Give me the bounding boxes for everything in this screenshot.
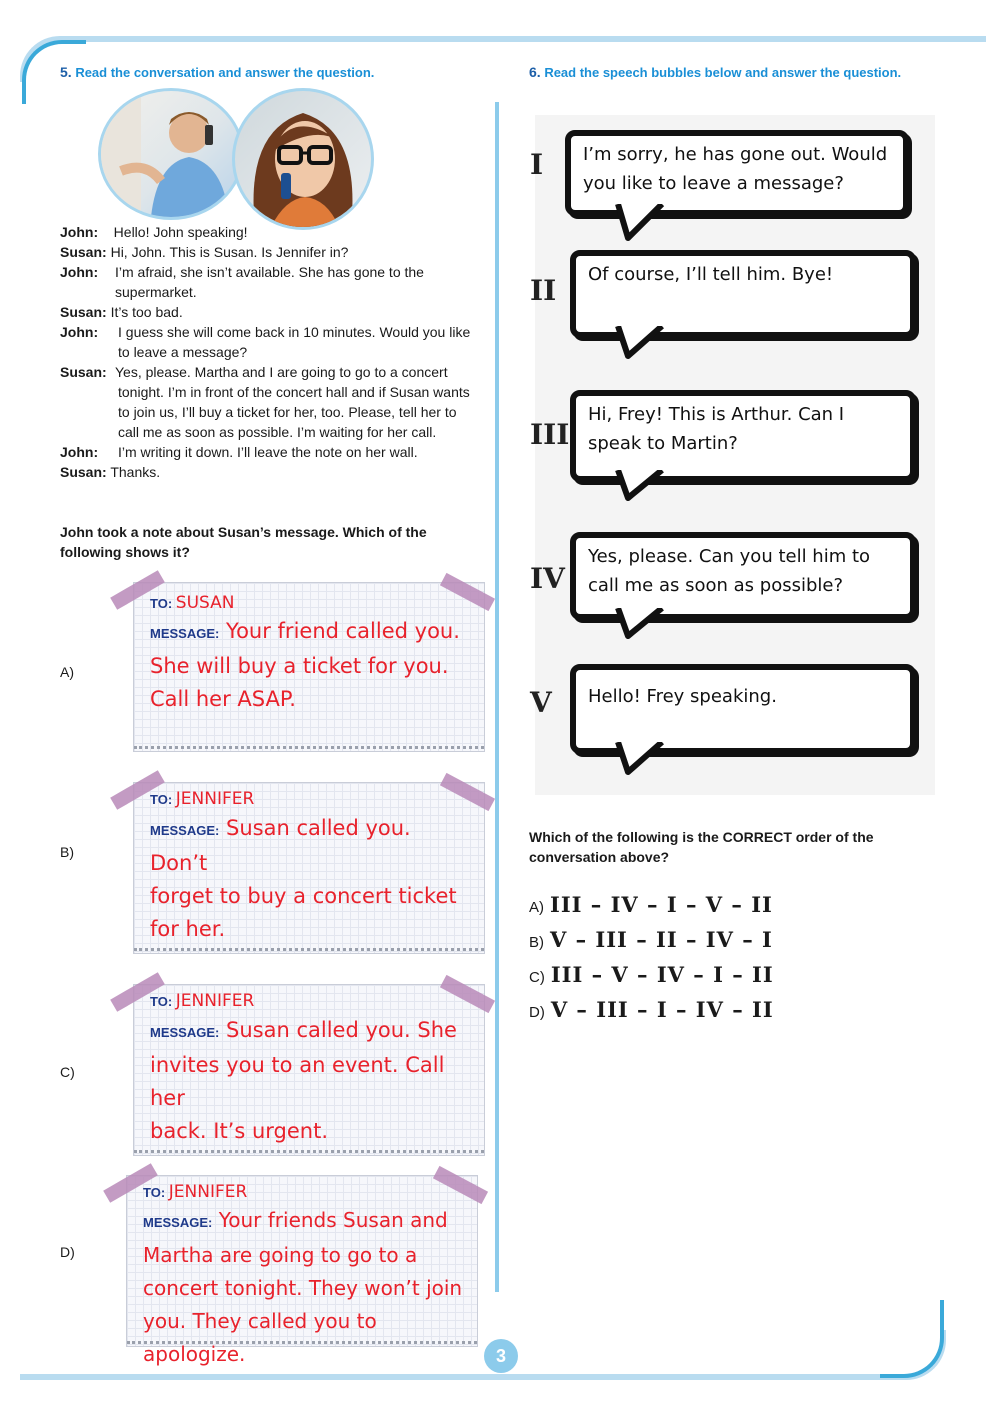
message-line: Susan called you. Don’t bbox=[150, 816, 411, 875]
bubble-text bbox=[588, 542, 900, 600]
line-text: Thanks. bbox=[110, 464, 161, 480]
bubble-tail-i bbox=[612, 204, 672, 244]
speech-bubble-iii bbox=[570, 390, 916, 482]
line-text: Yes, please. Martha and I are going to go to a concert tonight. I’m in front of the concert hall and if Susan wants to join us, I’ll buy a ticket for her, too. Please, tell her to call me as soon as possible. I’m waiting for her call. bbox=[115, 364, 470, 440]
message-label: MESSAGE: bbox=[150, 626, 220, 641]
line-text: Hello! John speaking! bbox=[113, 224, 248, 240]
message-line: back. It’s urgent. bbox=[150, 1119, 329, 1143]
note-perforation bbox=[134, 1146, 484, 1153]
roman-numeral-i: I bbox=[530, 148, 544, 181]
message-label: MESSAGE: bbox=[150, 823, 220, 838]
page-number: 3 bbox=[484, 1339, 518, 1373]
speaker: Susan: bbox=[60, 304, 107, 320]
dialogue-line bbox=[60, 462, 480, 482]
answer-sequence: V – III – I – IV – II bbox=[550, 997, 774, 1022]
roman-numeral-iii: III bbox=[530, 418, 570, 451]
line-text: I guess she will come back in 10 minutes. Would you like to leave a message? bbox=[118, 324, 471, 360]
line-text: It’s too bad. bbox=[110, 304, 183, 320]
answer-option-d[interactable] bbox=[529, 997, 774, 1022]
speaker: Susan: bbox=[60, 364, 107, 380]
note-message bbox=[150, 1014, 474, 1148]
message-label: MESSAGE: bbox=[150, 1025, 220, 1040]
message-line: for her. bbox=[150, 917, 226, 941]
to-label: TO: bbox=[150, 596, 173, 611]
option-d-note[interactable] bbox=[126, 1175, 478, 1366]
conversation bbox=[60, 222, 480, 482]
speaker: Susan: bbox=[60, 464, 107, 480]
note-perforation bbox=[134, 742, 484, 749]
bubble-line: Hello! Frey speaking. bbox=[588, 686, 777, 707]
speaker: John: bbox=[60, 324, 99, 340]
to-label: TO: bbox=[150, 994, 173, 1009]
bubble-text bbox=[588, 682, 900, 711]
bubble-line: call me as soon as possible? bbox=[588, 575, 844, 596]
note-perforation bbox=[127, 1337, 477, 1344]
message-line: Call her ASAP. bbox=[150, 687, 296, 711]
column-divider bbox=[495, 102, 499, 1292]
note-to bbox=[143, 1182, 247, 1202]
recipient: JENNIFER bbox=[175, 991, 255, 1011]
to-label: TO: bbox=[143, 1185, 166, 1200]
section-5-instruction: Read the conversation and answer the question. bbox=[75, 65, 375, 80]
note-to bbox=[150, 789, 254, 809]
speaker: John: bbox=[60, 264, 99, 280]
option-c-letter[interactable]: C) bbox=[60, 1064, 75, 1080]
answer-option-a[interactable] bbox=[529, 892, 773, 917]
answer-option-c[interactable] bbox=[529, 962, 774, 987]
note-message bbox=[150, 812, 474, 946]
message-line: forget to buy a concert ticket bbox=[150, 884, 457, 908]
line-text: Hi, John. This is Susan. Is Jennifer in? bbox=[110, 244, 349, 260]
bubble-line: you like to leave a message? bbox=[583, 173, 844, 194]
option-b-letter[interactable]: B) bbox=[60, 844, 74, 860]
bubble-tail-v bbox=[612, 742, 672, 778]
section-6-title bbox=[529, 64, 901, 80]
note-message bbox=[150, 615, 474, 716]
note-message bbox=[143, 1204, 467, 1371]
bubble-text bbox=[588, 400, 900, 458]
message-line: Martha are going to go to a bbox=[143, 1243, 418, 1267]
speech-bubble-iv bbox=[570, 532, 916, 620]
message-line: you. They called you to apologize. bbox=[143, 1309, 377, 1366]
option-a-note[interactable] bbox=[133, 582, 485, 752]
man-on-phone-illustration bbox=[101, 91, 241, 217]
bubble-line: Yes, please. Can you tell him to bbox=[588, 546, 871, 567]
bubble-line: I’m sorry, he has gone out. Would bbox=[583, 144, 888, 165]
section-6-instruction: Read the speech bubbles below and answer the question. bbox=[544, 65, 902, 80]
message-line: Susan called you. She bbox=[226, 1018, 457, 1042]
section-6-question: Which of the following is the CORRECT order of the conversation above? bbox=[529, 829, 874, 865]
dialogue-line bbox=[60, 442, 480, 462]
recipient: JENNIFER bbox=[175, 789, 255, 809]
section-5-title bbox=[60, 64, 374, 80]
dialogue-line bbox=[60, 362, 480, 442]
option-c-note[interactable] bbox=[133, 984, 485, 1156]
answer-letter: D) bbox=[529, 1004, 545, 1021]
speaker: Susan: bbox=[60, 244, 107, 260]
to-label: TO: bbox=[150, 792, 173, 807]
option-a-letter[interactable]: A) bbox=[60, 664, 74, 680]
answer-letter: A) bbox=[529, 899, 544, 916]
section-5-question: John took a note about Susan’s message. Which of the following shows it? bbox=[60, 524, 427, 560]
message-line: She will buy a ticket for you. bbox=[150, 654, 449, 678]
recipient: SUSAN bbox=[175, 593, 235, 613]
answer-option-b[interactable] bbox=[529, 927, 773, 952]
woman-on-phone-illustration bbox=[235, 91, 371, 227]
note-perforation bbox=[134, 944, 484, 951]
answer-letter: C) bbox=[529, 969, 545, 986]
message-label: MESSAGE: bbox=[143, 1215, 213, 1230]
option-b-note[interactable] bbox=[133, 782, 485, 954]
bubble-line: Hi, Frey! This is Arthur. Can I bbox=[588, 404, 845, 425]
recipient: JENNIFER bbox=[168, 1182, 248, 1202]
bubble-text bbox=[588, 260, 900, 289]
answer-letter: B) bbox=[529, 934, 544, 951]
susan-photo bbox=[232, 88, 374, 230]
roman-numeral-iv: IV bbox=[530, 562, 565, 595]
message-line: Your friend called you. bbox=[226, 619, 460, 643]
speaker: John: bbox=[60, 224, 99, 240]
speech-bubble-ii bbox=[570, 250, 916, 338]
bubble-tail-iii bbox=[612, 470, 672, 504]
bubble-text bbox=[583, 140, 893, 198]
dialogue-line bbox=[60, 262, 480, 302]
section-5-number: 5. bbox=[60, 64, 72, 80]
dialogue-line bbox=[60, 322, 480, 362]
answer-sequence: III – V – IV – I – II bbox=[550, 962, 774, 987]
bubble-line: speak to Martin? bbox=[588, 433, 738, 454]
note-to bbox=[150, 593, 234, 613]
section-6-number: 6. bbox=[529, 64, 541, 80]
option-d-letter[interactable]: D) bbox=[60, 1244, 75, 1260]
bubble-tail-ii bbox=[612, 326, 672, 362]
line-text: I’m afraid, she isn’t available. She has gone to the supermarket. bbox=[115, 264, 424, 300]
dialogue-line bbox=[60, 302, 480, 322]
message-line: invites you to an event. Call her bbox=[150, 1053, 445, 1110]
answer-sequence: V – III – II – IV – I bbox=[550, 927, 773, 952]
speaker: John: bbox=[60, 444, 99, 460]
note-to bbox=[150, 991, 254, 1011]
message-line: Your friends Susan and bbox=[218, 1208, 448, 1232]
roman-numeral-ii: II bbox=[530, 274, 557, 307]
speech-bubble-v bbox=[570, 664, 916, 754]
dialogue-line bbox=[60, 242, 480, 262]
bubble-tail-iv bbox=[612, 608, 672, 642]
dialogue-line bbox=[60, 222, 480, 242]
answer-sequence: III – IV – I – V – II bbox=[550, 892, 773, 917]
message-line: concert tonight. They won’t join bbox=[143, 1276, 463, 1300]
bubble-line: Of course, I’ll tell him. Bye! bbox=[588, 264, 834, 285]
roman-numeral-v: V bbox=[530, 686, 552, 719]
line-text: I’m writing it down. I’ll leave the note on her wall. bbox=[118, 444, 418, 460]
john-photo bbox=[98, 88, 244, 220]
